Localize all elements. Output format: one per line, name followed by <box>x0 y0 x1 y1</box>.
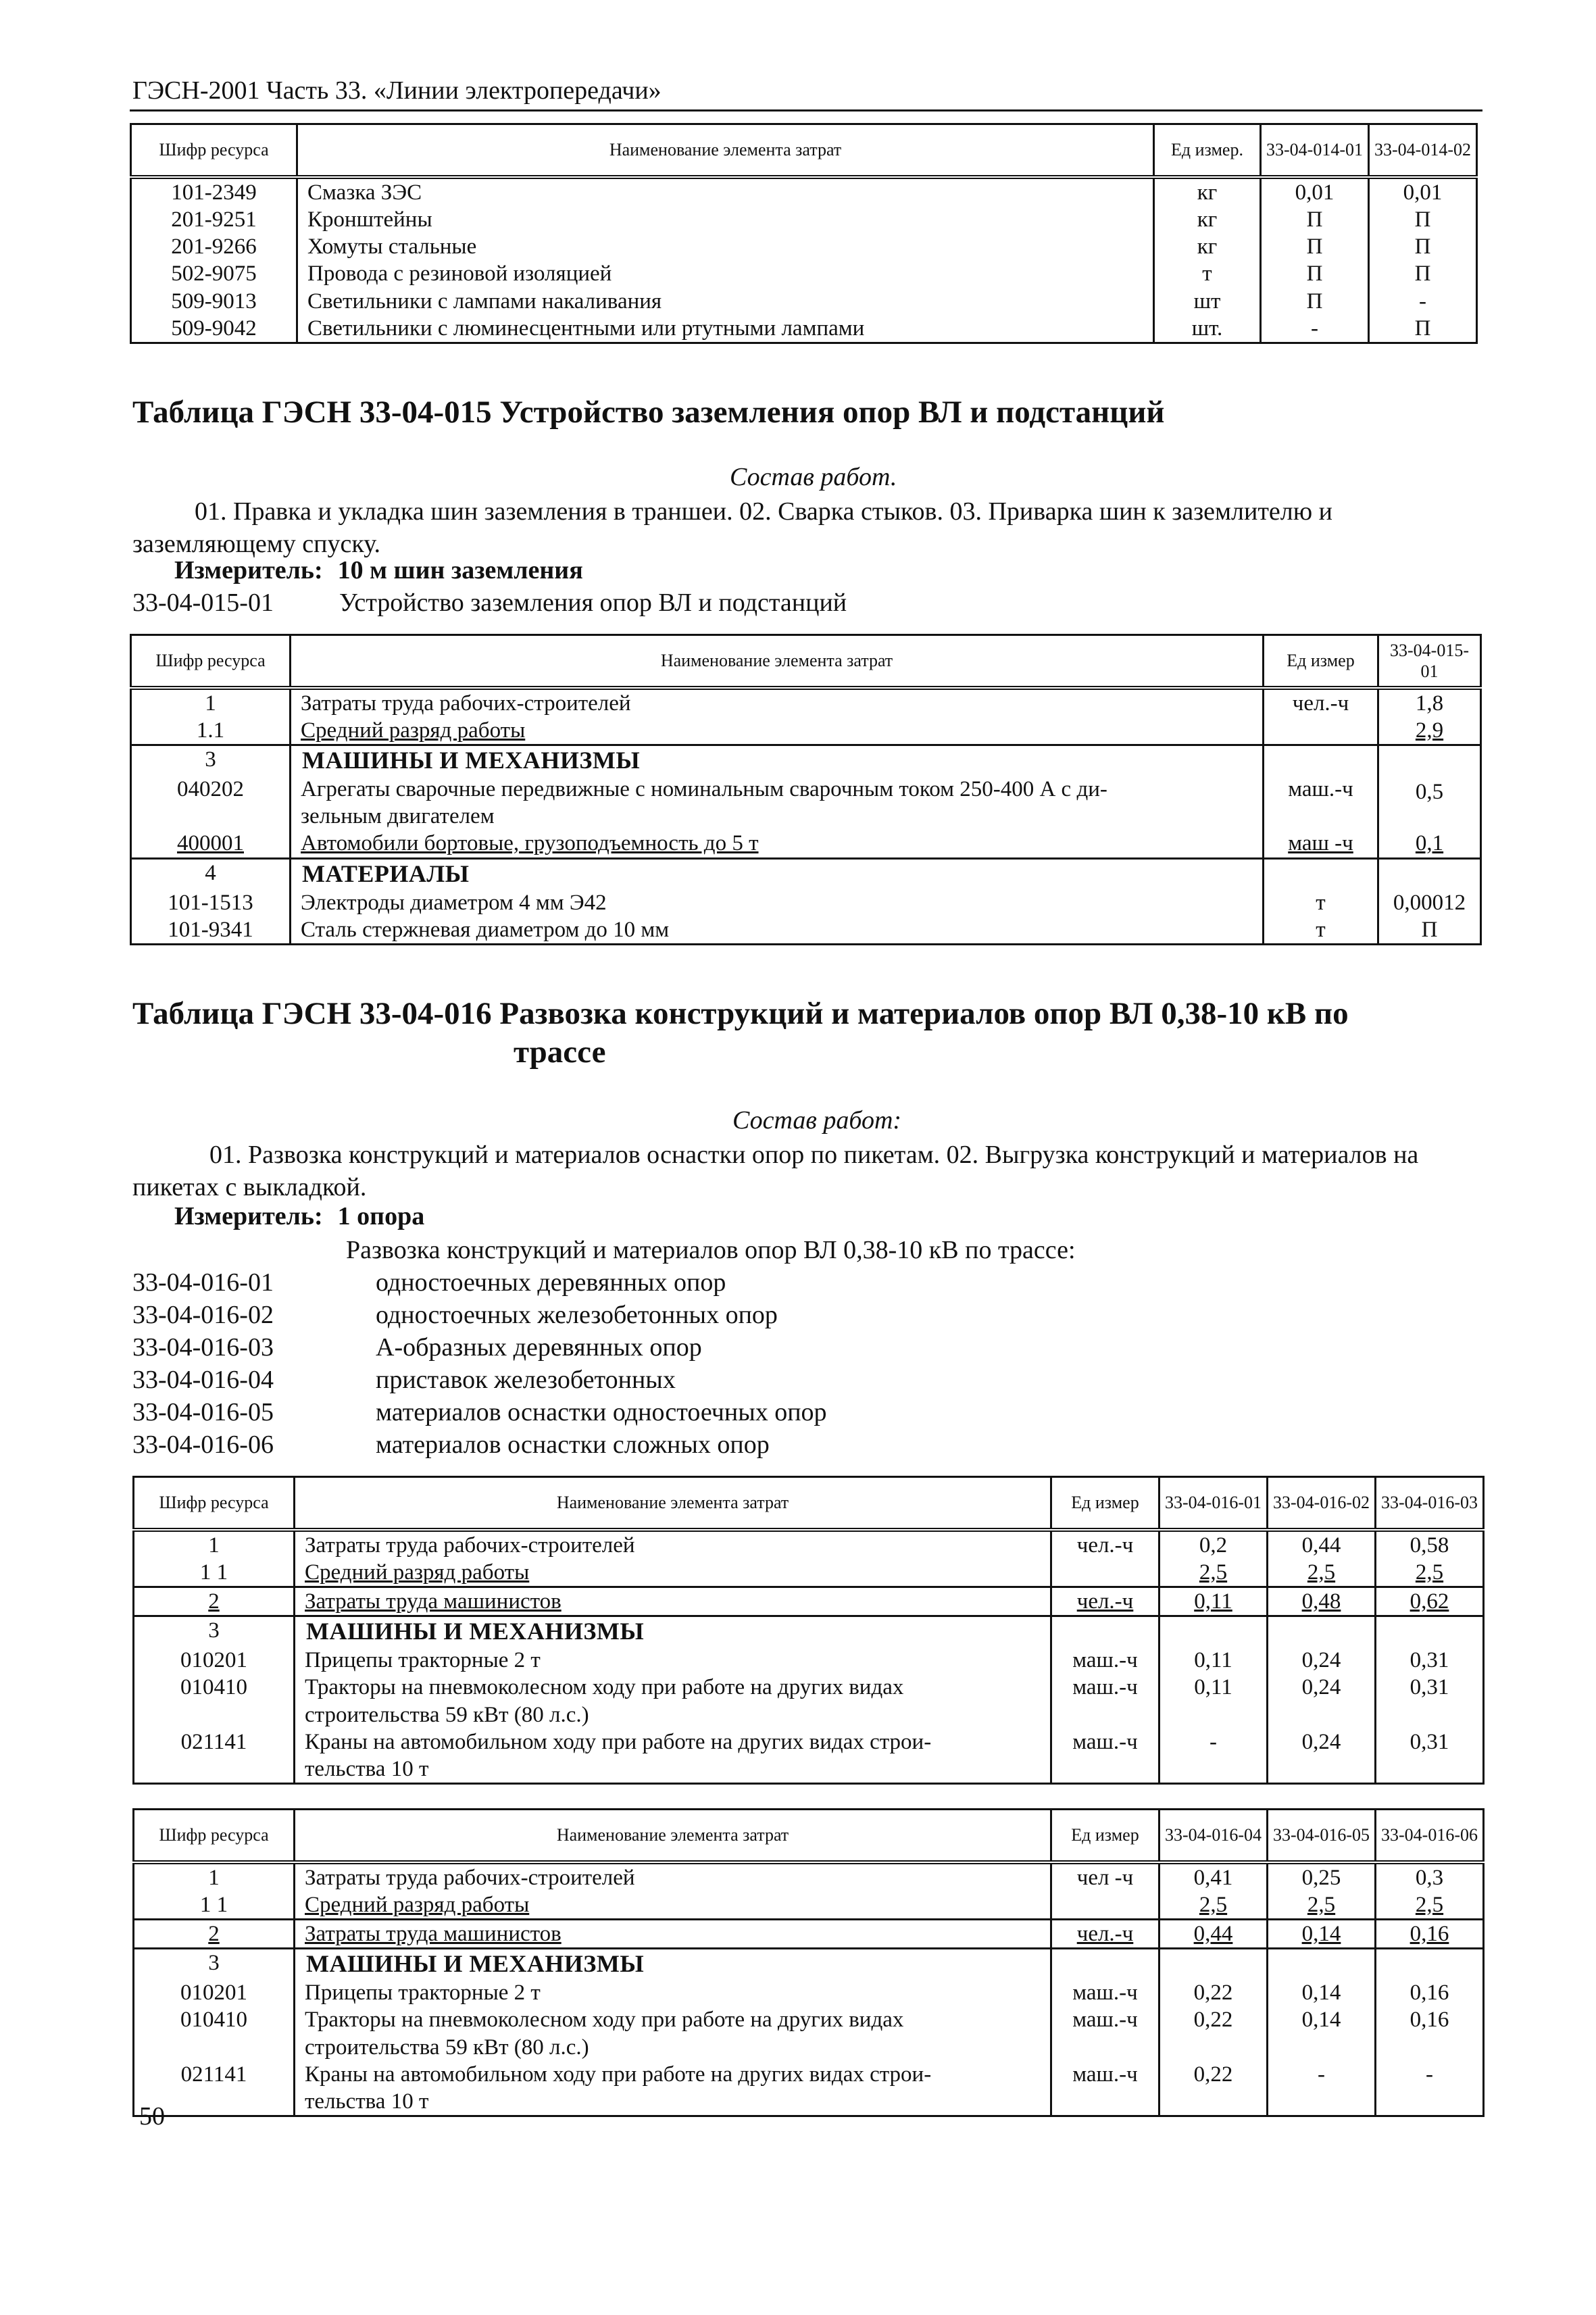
resource-code: 101-9341 <box>131 916 291 945</box>
resource-code: 4 <box>131 858 291 889</box>
resource-name: Затраты труда машинистов <box>295 1920 1051 1949</box>
value: 0,11 <box>1159 1647 1268 1674</box>
value: 0,16 <box>1376 1920 1484 1949</box>
resource-code: 2 <box>134 1587 295 1616</box>
table-row <box>131 776 1481 830</box>
norm-desc: одностоечных железобетонных опор <box>376 1301 778 1329</box>
table-row <box>131 717 1481 745</box>
resource-code: 2 <box>134 1920 295 1949</box>
value: 0,44 <box>1159 1920 1268 1949</box>
resource-code: 010201 <box>134 1979 295 2006</box>
unit: кг <box>1154 177 1261 206</box>
table-row <box>134 1728 1484 1784</box>
resource-table-014 <box>130 123 1478 344</box>
value: 0,24 <box>1268 1728 1376 1784</box>
resource-code: 1.1 <box>131 717 291 745</box>
resource-code: 509-9042 <box>131 315 297 343</box>
resource-name: Прицепы тракторные 2 т <box>295 1979 1051 2006</box>
value: - <box>1268 2061 1376 2116</box>
unit: шт. <box>1154 315 1261 343</box>
header-col-016-04: 33-04-016-04 <box>1159 1810 1268 1862</box>
table-row <box>131 233 1477 260</box>
unit: т <box>1154 260 1261 287</box>
unit: маш.-ч <box>1051 1647 1159 1674</box>
resource-name: Провода с резиновой изоляцией <box>297 260 1154 287</box>
header-col-016-02: 33-04-016-02 <box>1268 1477 1376 1530</box>
table-row <box>131 177 1477 206</box>
unit <box>1051 1891 1159 1920</box>
resource-name: Светильники с лампами накаливания <box>297 288 1154 315</box>
resource-code: 3 <box>134 1949 295 1979</box>
resource-name: Светильники с люминесцентными или ртутными лампами <box>297 315 1154 343</box>
value: 0,14 <box>1268 1920 1376 1949</box>
resource-name-line: Тракторы на пневмоколесном ходу при работе на других видах <box>305 1675 904 1700</box>
value: 1,8 <box>1378 688 1481 717</box>
measure-label: Измеритель: <box>174 556 323 584</box>
value: 0,31 <box>1376 1674 1484 1728</box>
table-row <box>134 1587 1484 1616</box>
value: 0,22 <box>1159 2006 1268 2061</box>
value: - <box>1159 1728 1268 1784</box>
value: 0,44 <box>1268 1530 1376 1559</box>
value: - <box>1369 288 1477 315</box>
unit: чел.-ч <box>1264 688 1378 717</box>
resource-code: 201-9266 <box>131 233 297 260</box>
value: П <box>1378 916 1481 945</box>
running-head: ГЭСН-2001 Часть 33. «Линии электропередачи» <box>132 76 662 105</box>
value: 0,25 <box>1268 1862 1376 1891</box>
resource-code: 101-1513 <box>131 889 291 916</box>
header-col-015-01: 33-04-015-01 <box>1378 635 1481 688</box>
value: 0,1 <box>1378 830 1481 858</box>
code-line <box>132 1268 726 1297</box>
table-row <box>131 916 1481 945</box>
norms-intro: Развозка конструкций и материалов опор ВЛ 0,38-10 кВ по трассе: <box>346 1236 1076 1264</box>
table-row <box>131 745 1481 776</box>
unit <box>1051 1949 1159 1979</box>
table-header-row <box>134 1810 1484 1862</box>
resource-code: 3 <box>131 745 291 776</box>
value: 0,16 <box>1376 2006 1484 2061</box>
section-heading: МАШИНЫ И МЕХАНИЗМЫ <box>291 745 1264 776</box>
unit: маш.-ч <box>1051 2061 1159 2116</box>
value: 0,01 <box>1261 177 1369 206</box>
header-col-016-05: 33-04-016-05 <box>1268 1810 1376 1862</box>
table-header-row <box>131 124 1477 177</box>
table-row <box>134 1979 1484 2006</box>
value: 0,5 <box>1378 776 1481 830</box>
value: П <box>1369 315 1477 343</box>
header-col-016-03: 33-04-016-03 <box>1376 1477 1484 1530</box>
value: 0,62 <box>1376 1587 1484 1616</box>
unit: маш.-ч <box>1051 1979 1159 2006</box>
header-name: Наименование элемента затрат <box>295 1477 1051 1530</box>
header-unit: Ед измер <box>1264 635 1378 688</box>
resource-name: Затраты труда рабочих-строителей <box>295 1530 1051 1559</box>
header-name: Наименование элемента затрат <box>297 124 1154 177</box>
norm-desc: Устройство заземления опор ВЛ и подстанций <box>339 589 847 617</box>
unit: чел -ч <box>1051 1862 1159 1891</box>
resource-table-016-b <box>132 1808 1485 2117</box>
norm-code: 33-04-016-04 <box>132 1366 274 1394</box>
resource-name: Затраты труда рабочих-строителей <box>291 688 1264 717</box>
resource-name-line: Тракторы на пневмоколесном ходу при работе на других видах <box>305 2008 904 2033</box>
composition-heading-015: Состав работ. <box>730 463 897 491</box>
value: 0,48 <box>1268 1587 1376 1616</box>
resource-name: Затраты труда рабочих-строителей <box>295 1862 1051 1891</box>
unit: чел.-ч <box>1051 1587 1159 1616</box>
resource-code: 1 <box>134 1530 295 1559</box>
measure-016 <box>174 1201 424 1231</box>
resource-name-line: Краны на автомобильном ходу при работе на других видах строи- <box>305 2062 932 2087</box>
value: 0,22 <box>1159 1979 1268 2006</box>
table-row <box>131 858 1481 889</box>
value: 0,11 <box>1159 1587 1268 1616</box>
norm-code: 33-04-016-02 <box>132 1301 274 1329</box>
value: П <box>1261 206 1369 233</box>
value <box>1378 745 1481 776</box>
unit: маш.-ч <box>1051 1674 1159 1728</box>
value: 2,5 <box>1268 1891 1376 1920</box>
code-line <box>132 1365 676 1395</box>
header-code: Шифр ресурса <box>134 1477 295 1530</box>
header-unit: Ед измер <box>1051 1810 1159 1862</box>
value: 0,00012 <box>1378 889 1481 916</box>
header-col-014-02: 33-04-014-02 <box>1369 124 1477 177</box>
norm-code: 33-04-016-06 <box>132 1430 274 1459</box>
unit <box>1051 1616 1159 1647</box>
unit: т <box>1264 889 1378 916</box>
value: 2,9 <box>1378 717 1481 745</box>
unit <box>1264 717 1378 745</box>
resource-code: 509-9013 <box>131 288 297 315</box>
norm-code: 33-04-016-05 <box>132 1398 274 1426</box>
unit: кг <box>1154 206 1261 233</box>
unit: шт <box>1154 288 1261 315</box>
value: П <box>1369 233 1477 260</box>
value: - <box>1376 2061 1484 2116</box>
value: 2,5 <box>1376 1559 1484 1587</box>
resource-name <box>295 2006 1051 2061</box>
code-line <box>132 1300 778 1330</box>
section-title-016-cont: трассе <box>514 1035 606 1070</box>
resource-name <box>295 2061 1051 2116</box>
section-title-015: Таблица ГЭСН 33-04-015 Устройство заземления опор ВЛ и подстанций <box>132 395 1165 430</box>
resource-code: 021141 <box>134 2061 295 2116</box>
resource-code: 1 <box>134 1862 295 1891</box>
resource-code: 1 1 <box>134 1559 295 1587</box>
section-title-016: Таблица ГЭСН 33-04-016 Развозка конструкций и материалов опор ВЛ 0,38-10 кВ по <box>132 996 1349 1031</box>
table-row <box>134 1530 1484 1559</box>
header-col-016-06: 33-04-016-06 <box>1376 1810 1484 1862</box>
table-row <box>131 688 1481 717</box>
value: 0,31 <box>1376 1728 1484 1784</box>
table-row <box>131 260 1477 287</box>
resource-name: Автомобили бортовые, грузоподъемность до 5 т <box>291 830 1264 858</box>
resource-name <box>295 1728 1051 1784</box>
resource-name-line: Агрегаты сварочные передвижные с номинальным сварочным током 250-400 А с ди- <box>301 776 1107 801</box>
resource-name: Электроды диаметром 4 мм Э42 <box>291 889 1264 916</box>
value: 2,5 <box>1376 1891 1484 1920</box>
resource-code: 1 <box>131 688 291 717</box>
table-row <box>134 1674 1484 1728</box>
resource-name-line: зельным двигателем <box>301 804 495 829</box>
value <box>1268 1949 1376 1979</box>
value: 0,01 <box>1369 177 1477 206</box>
resource-code: 010410 <box>134 1674 295 1728</box>
composition-text-016: 01. Развозка конструкций и материалов оснастки опор по пикетам. 02. Выгрузка конструкций и материалов на пикетах с выкладкой. <box>132 1141 1419 1201</box>
code-line <box>132 1333 702 1362</box>
table-row <box>131 206 1477 233</box>
value <box>1159 1949 1268 1979</box>
table-row <box>131 315 1477 343</box>
value: 2,5 <box>1159 1891 1268 1920</box>
value: 2,5 <box>1268 1559 1376 1587</box>
header-unit: Ед измер. <box>1154 124 1261 177</box>
unit: маш -ч <box>1264 830 1378 858</box>
norm-desc: материалов оснастки одностоечных опор <box>376 1398 827 1426</box>
value: - <box>1261 315 1369 343</box>
resource-code: 010410 <box>134 2006 295 2061</box>
value: 2,5 <box>1159 1559 1268 1587</box>
resource-name: Затраты труда машинистов <box>295 1587 1051 1616</box>
resource-name: Кронштейны <box>297 206 1154 233</box>
composition-heading-016: Состав работ: <box>732 1106 902 1135</box>
unit: т <box>1264 916 1378 945</box>
section-heading: МАШИНЫ И МЕХАНИЗМЫ <box>295 1616 1051 1647</box>
value: П <box>1369 260 1477 287</box>
table-row <box>134 1920 1484 1949</box>
value <box>1376 1949 1484 1979</box>
resource-name-line: тельства 10 т <box>305 1757 429 1782</box>
resource-name: Сталь стержневая диаметром до 10 мм <box>291 916 1264 945</box>
resource-name-line: Краны на автомобильном ходу при работе на других видах строи- <box>305 1729 932 1754</box>
resource-name <box>295 1674 1051 1728</box>
value: 0,14 <box>1268 2006 1376 2061</box>
table-header-row <box>134 1477 1484 1530</box>
measure-value: 1 опора <box>337 1202 425 1230</box>
value: 0,2 <box>1159 1530 1268 1559</box>
unit: чел.-ч <box>1051 1530 1159 1559</box>
unit <box>1264 858 1378 889</box>
value: 0,11 <box>1159 1674 1268 1728</box>
header-name: Наименование элемента затрат <box>291 635 1264 688</box>
norm-desc: материалов оснастки сложных опор <box>376 1430 770 1459</box>
resource-code: 201-9251 <box>131 206 297 233</box>
table-row <box>134 1862 1484 1891</box>
resource-code: 400001 <box>131 830 291 858</box>
header-col-014-01: 33-04-014-01 <box>1261 124 1369 177</box>
unit: кг <box>1154 233 1261 260</box>
unit: маш.-ч <box>1051 1728 1159 1784</box>
header-code: Шифр ресурса <box>131 124 297 177</box>
measure-label: Измеритель: <box>174 1202 323 1230</box>
value: 0,16 <box>1376 1979 1484 2006</box>
resource-code: 3 <box>134 1616 295 1647</box>
unit: чел.-ч <box>1051 1920 1159 1949</box>
resource-table-016-a <box>132 1476 1485 1785</box>
resource-name: Прицепы тракторные 2 т <box>295 1647 1051 1674</box>
norm-code: 33-04-015-01 <box>132 589 274 617</box>
value: П <box>1261 233 1369 260</box>
resource-code: 1 1 <box>134 1891 295 1920</box>
table-row <box>134 1647 1484 1674</box>
table-header-row <box>131 635 1481 688</box>
section-heading: МАШИНЫ И МЕХАНИЗМЫ <box>295 1949 1051 1979</box>
header-unit: Ед измер <box>1051 1477 1159 1530</box>
table-row <box>131 830 1481 858</box>
table-row <box>134 2061 1484 2116</box>
value: П <box>1369 206 1477 233</box>
resource-name: Смазка ЗЭС <box>297 177 1154 206</box>
resource-code: 101-2349 <box>131 177 297 206</box>
section-heading: МАТЕРИАЛЫ <box>291 858 1264 889</box>
code-line <box>132 1430 770 1460</box>
table-row <box>134 1559 1484 1587</box>
unit <box>1264 745 1378 776</box>
norm-desc: одностоечных деревянных опор <box>376 1268 726 1297</box>
unit: маш.-ч <box>1051 2006 1159 2061</box>
norm-desc: А-образных деревянных опор <box>376 1333 702 1362</box>
resource-name: Средний разряд работы <box>295 1891 1051 1920</box>
value: 0,24 <box>1268 1647 1376 1674</box>
code-line <box>132 1397 827 1427</box>
header-name: Наименование элемента затрат <box>295 1810 1051 1862</box>
table-row <box>131 288 1477 315</box>
value: П <box>1261 260 1369 287</box>
header-code: Шифр ресурса <box>131 635 291 688</box>
value: 0,31 <box>1376 1647 1484 1674</box>
code-line-015 <box>132 588 847 618</box>
header-code: Шифр ресурса <box>134 1810 295 1862</box>
norm-desc: приставок железобетонных <box>376 1366 676 1394</box>
resource-name: Средний разряд работы <box>291 717 1264 745</box>
value: 0,58 <box>1376 1530 1484 1559</box>
resource-name: Средний разряд работы <box>295 1559 1051 1587</box>
value: 0,24 <box>1268 1674 1376 1728</box>
header-rule <box>130 109 1482 111</box>
header-col-016-01: 33-04-016-01 <box>1159 1477 1268 1530</box>
table-row <box>134 1616 1484 1647</box>
unit: маш.-ч <box>1264 776 1378 830</box>
page-number: 50 <box>139 2102 165 2131</box>
resource-name-line: строительства 59 кВт (80 л.с.) <box>305 2035 589 2060</box>
value: 0,3 <box>1376 1862 1484 1891</box>
value <box>1378 858 1481 889</box>
value: 0,14 <box>1268 1979 1376 2006</box>
resource-name: Хомуты стальные <box>297 233 1154 260</box>
resource-code: 010201 <box>134 1647 295 1674</box>
measure-015 <box>174 555 583 585</box>
table-row <box>131 889 1481 916</box>
norm-code: 33-04-016-03 <box>132 1333 274 1362</box>
table-row <box>134 1949 1484 1979</box>
resource-name-line: тельства 10 т <box>305 2089 429 2114</box>
composition-text-015: 01. Правка и укладка шин заземления в траншеи. 02. Сварка стыков. 03. Приварка шин к заземлителю и заземляющему спуску. <box>132 497 1332 558</box>
resource-name <box>291 776 1264 830</box>
measure-value: 10 м шин заземления <box>337 556 583 584</box>
value <box>1376 1616 1484 1647</box>
resource-table-015 <box>130 634 1482 945</box>
resource-code: 040202 <box>131 776 291 830</box>
value: П <box>1261 288 1369 315</box>
table-row <box>134 2006 1484 2061</box>
value <box>1159 1616 1268 1647</box>
resource-code: 021141 <box>134 1728 295 1784</box>
norm-code: 33-04-016-01 <box>132 1268 274 1297</box>
value <box>1268 1616 1376 1647</box>
value: 0,22 <box>1159 2061 1268 2116</box>
resource-code: 502-9075 <box>131 260 297 287</box>
table-row <box>134 1891 1484 1920</box>
resource-name-line: строительства 59 кВт (80 л.с.) <box>305 1702 589 1727</box>
value: 0,41 <box>1159 1862 1268 1891</box>
unit <box>1051 1559 1159 1587</box>
